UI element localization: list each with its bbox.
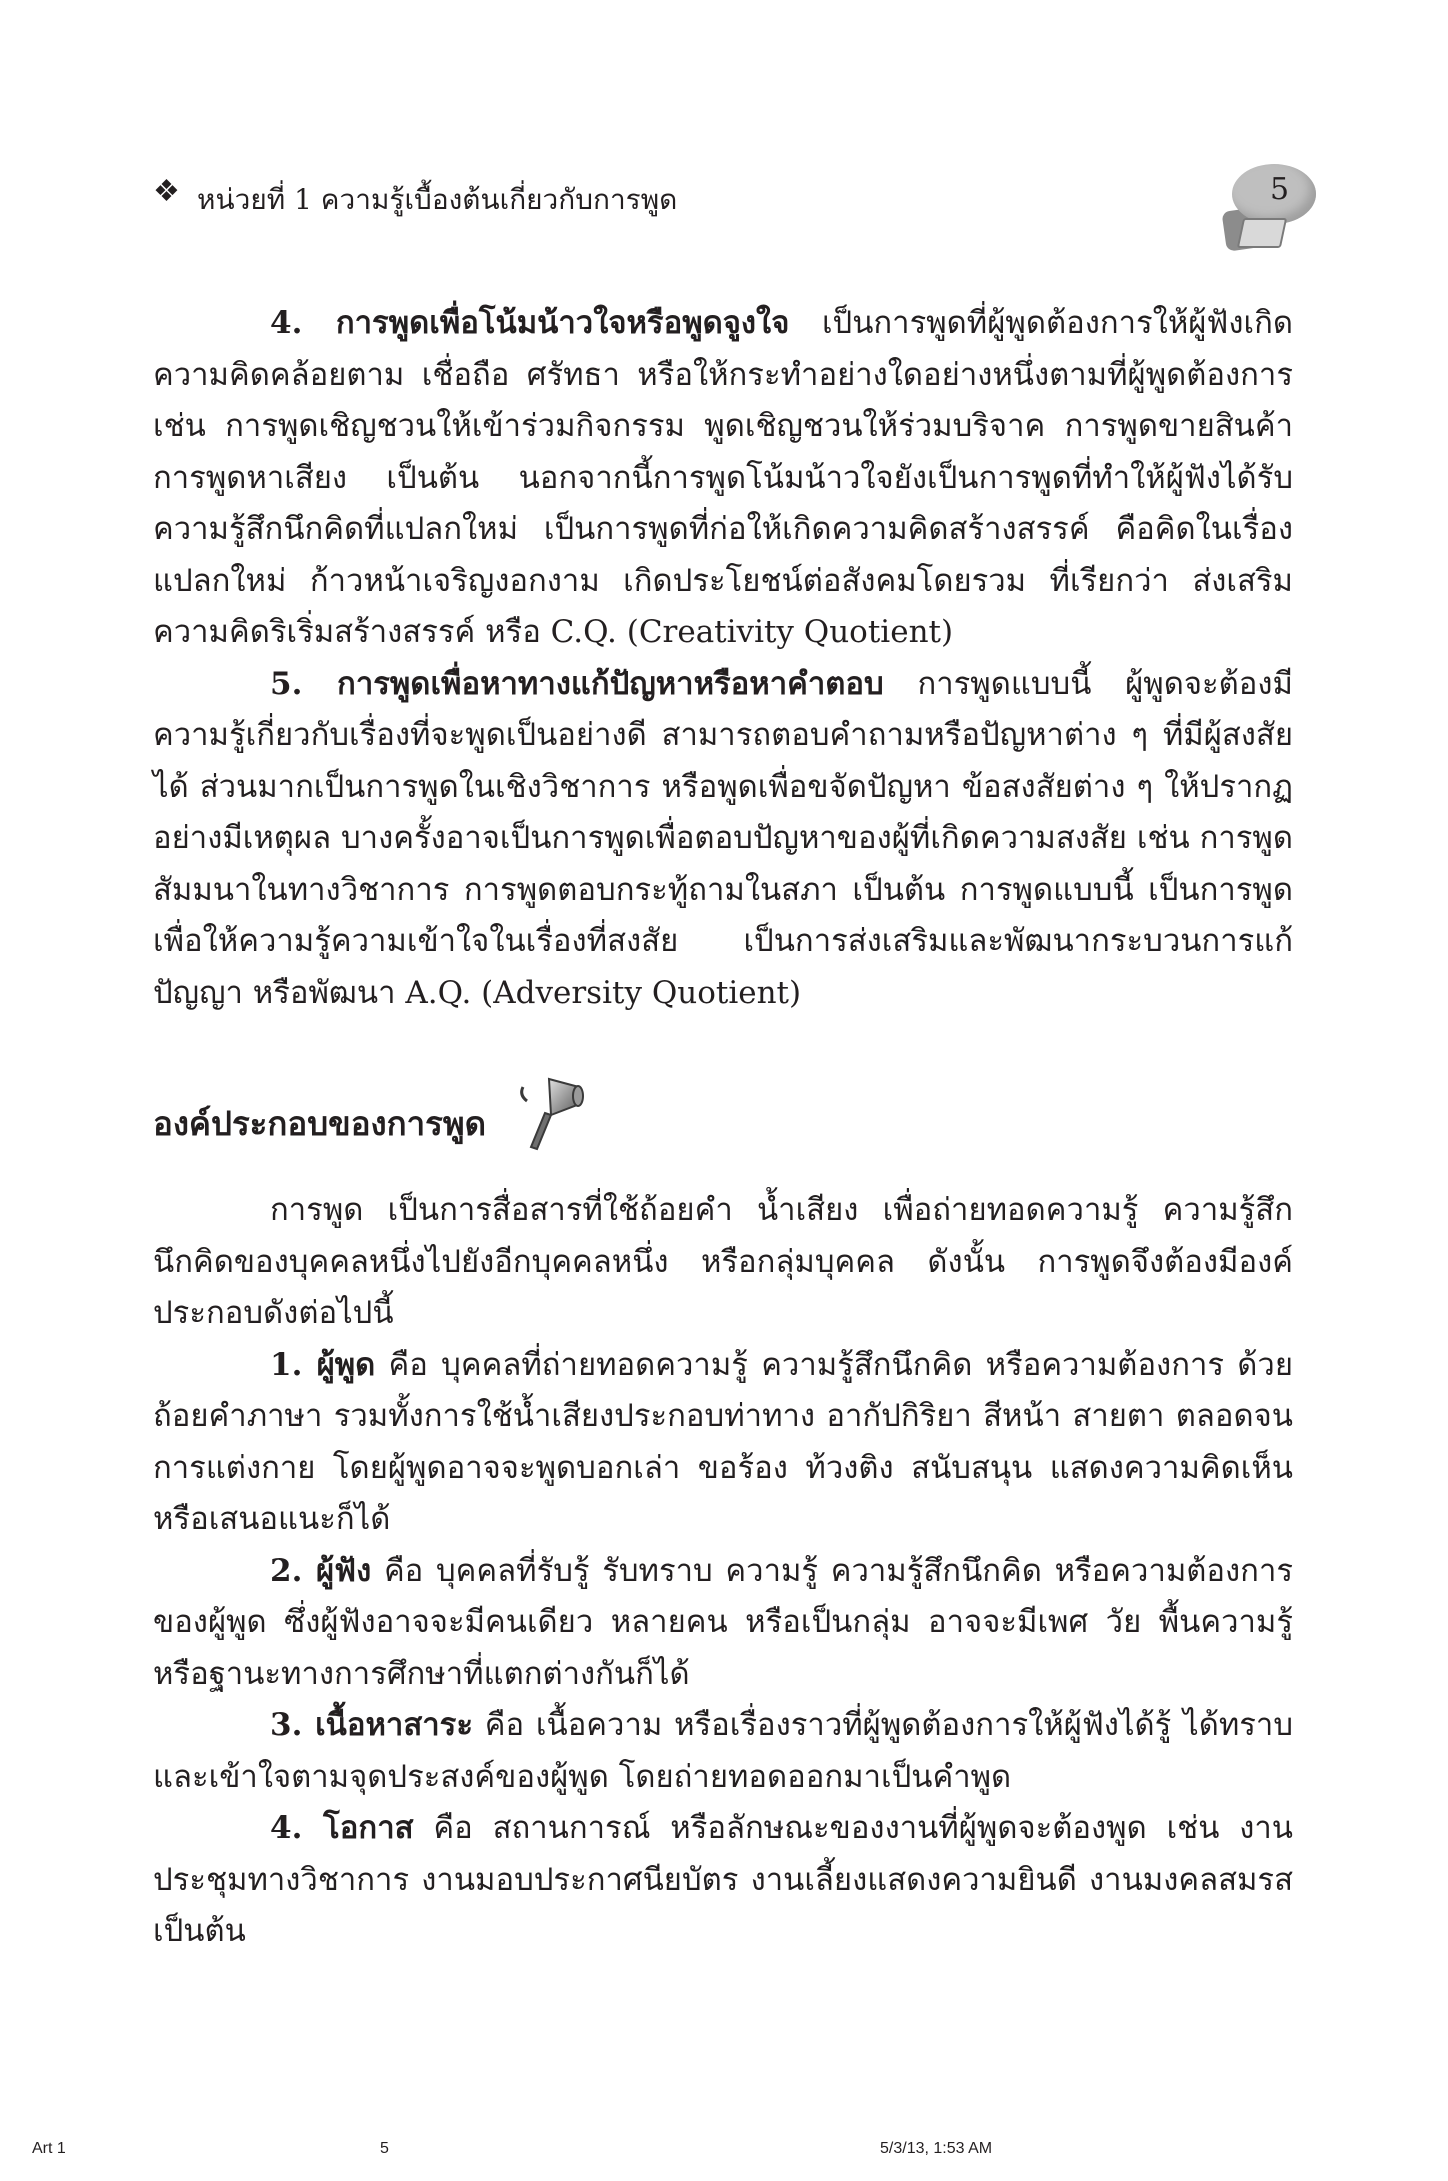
element-listener: [153, 1546, 1293, 1701]
item-text: คือ เนื้อความ หรือเรื่องราวที่ผู้พูดต้องการให้ผู้ฟังได้รู้ ได้ทราบและเข้าใจตามจุดประสงค์ของผู้พูด โดยถ่ายทอดออกมาเป็นคำพูด: [153, 1707, 1294, 1795]
footer-page-number: 5: [380, 2140, 389, 2157]
item-heading: 4. โอกาส: [270, 1810, 414, 1846]
item-text: การพูดแบบนี้ ผู้พูดจะต้องมีความรู้เกี่ยวกับเรื่องที่จะพูดเป็นอย่างดี สามารถตอบคำถามหรือปัญหาต่าง ๆ ที่มีผู้สงสัยได้ ส่วนมากเป็นการพูดในเชิงวิชาการ หรือพูดเพื่อขจัดปัญหา ข้อสงสัยต่าง ๆ ให้ปรากฏอย่างมีเหตุผล บางครั้งอาจเป็นการพูดเพื่อตอบปัญหาของผู้ที่เกิดความสงสัย เช่น การพูดสัมมนาในทางวิชาการ การพูดตอบกระทู้ถามในสภา เป็นต้น การพูดแบบนี้ เป็นการพูดเพื่อให้ความรู้ความเข้าใจในเรื่องที่สงสัย เป็นการส่งเสริมและพัฒนากระบวนการแก้ปัญญา หรือพัฒนา A.Q. (Adversity Quotient): [153, 665, 1293, 1011]
book-icon: [1237, 218, 1287, 248]
megaphone-icon: [515, 1075, 585, 1155]
item-heading: 5. การพูดเพื่อหาทางแก้ปัญหาหรือหาคำตอบ: [270, 665, 884, 702]
footer-file-label: Art 1: [32, 2140, 66, 2157]
item-text: คือ สถานการณ์ หรือลักษณะของงานที่ผู้พูดจะต้องพูด เช่น งานประชุมทางวิชาการ งานมอบประกาศนียบัตร งานเลี้ยงแสดงความยินดี งานมงคลสมรส เป็นต้น: [153, 1810, 1293, 1949]
section-title: องค์ประกอบของการพูด: [153, 1104, 487, 1143]
unit-title: หน่วยที่ 1 ความรู้เบื้องต้นเกี่ยวกับการพูด: [197, 183, 678, 216]
item-text: เป็นการพูดที่ผู้พูดต้องการให้ผู้ฟังเกิดความคิดคล้อยตาม เชื่อถือ ศรัทธา หรือให้กระทำอย่างใดอย่างหนึ่งตามที่ผู้พูดต้องการ เช่น การพูดเชิญชวนให้เข้าร่วมกิจกรรม พูดเชิญชวนให้ร่วมบริจาค การพูดขายสินค้า การพูดหาเสียง เป็นต้น นอกจากนี้การพูดโน้มน้าวใจยังเป็นการพูดที่ทำให้ผู้ฟังได้รับความรู้สึกนึกคิดที่แปลกใหม่ เป็นการพูดที่ก่อให้เกิดความคิดสร้างสรรค์ คือคิดในเรื่องแปลกใหม่ ก้าวหน้าเจริญงอกงาม เกิดประโยชน์ต่อสังคมโดยรวม ที่เรียกว่า ส่งเสริมความคิดริเริ่มสร้างสรรค์ หรือ C.Q. (Creativity Quotient): [153, 305, 1293, 650]
item-heading: 2. ผู้ฟัง: [270, 1552, 372, 1589]
section-heading-block: [153, 1075, 1293, 1175]
element-occasion: [153, 1803, 1293, 1958]
section-intro: การพูด เป็นการสื่อสารที่ใช้ถ้อยคำ น้ำเสียง เพื่อถ่ายทอดความรู้ ความรู้สึกนึกคิดของบุคคลหนึ่งไปยังอีกบุคคลหนึ่ง หรือกลุ่มบุคคล ดังนั้น การพูดจึงต้องมีองค์ประกอบดังต่อไปนี้: [153, 1192, 1293, 1331]
main-content: [153, 298, 1293, 1958]
footer-timestamp: 5/3/13, 1:53 AM: [880, 2140, 993, 2157]
paragraph-persuasive-speech: [153, 298, 1293, 659]
item-heading: 1. ผู้พูด: [270, 1346, 376, 1383]
element-content: [153, 1700, 1293, 1803]
diamond-bullet-icon: ❖: [153, 174, 180, 209]
item-text: คือ บุคคลที่ถ่ายทอดความรู้ ความรู้สึกนึกคิด หรือความต้องการ ด้วยถ้อยคำภาษา รวมทั้งการใช้น้ำเสียงประกอบท่าทาง อากัปกิริยา สีหน้า สายตา ตลอดจนการแต่งกาย โดยผู้พูดอาจจะพูดบอกเล่า ขอร้อง ท้วงติง สนับสนุน แสดงความคิดเห็น หรือเสนอแนะก็ได้: [153, 1346, 1293, 1537]
item-heading: 4. การพูดเพื่อโน้มน้าวใจหรือพูดจูงใจ: [270, 305, 790, 341]
page-number-badge: [1218, 160, 1318, 260]
element-speaker: [153, 1340, 1293, 1546]
paragraph-problem-solving-speech: [153, 659, 1293, 1020]
page-number: 5: [1270, 172, 1290, 207]
running-header: [153, 170, 1313, 230]
item-text: คือ บุคคลที่รับรู้ รับทราบ ความรู้ ความรู้สึกนึกคิด หรือความต้องการของผู้พูด ซึ่งผู้ฟังอาจจะมีคนเดียว หลายคน หรือเป็นกลุ่ม อาจจะมีเพศ วัย พื้นความรู้ หรือฐานะทางการศึกษาที่แตกต่างกันก็ได้: [153, 1552, 1293, 1692]
item-heading: 3. เนื้อหาสาระ: [270, 1707, 473, 1743]
